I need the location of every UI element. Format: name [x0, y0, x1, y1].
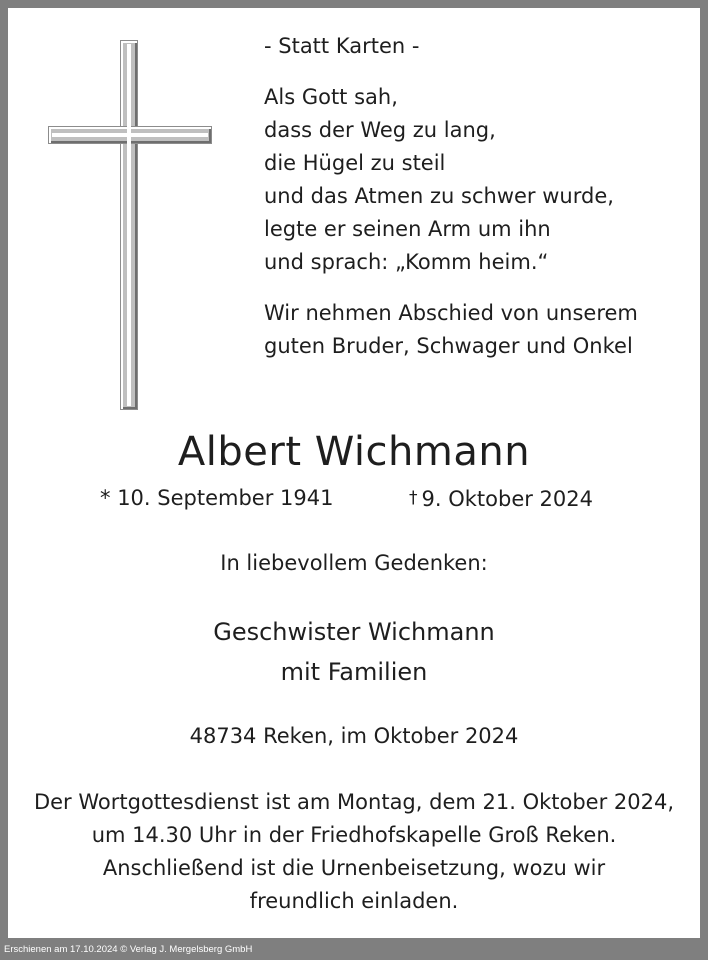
service-line: Anschließend ist die Urnenbeisetzung, wozu wir: [102, 856, 606, 880]
poem-line: legte er seinen Arm um ihn: [264, 217, 551, 241]
poem-block: [264, 30, 694, 363]
death-date-line: [409, 484, 593, 513]
death-cross-icon: †: [409, 488, 418, 508]
poem-line: die Hügel zu steil: [264, 151, 446, 175]
publication-footer: Erschienen am 17.10.2024 © Verlag J. Mergelsberg GmbH: [4, 944, 253, 955]
mourners-line: Geschwister Wichmann: [213, 618, 495, 646]
poem-line: Als Gott sah,: [264, 85, 398, 109]
cross-highlight-vertical: [127, 44, 131, 406]
poem-line: und das Atmen zu schwer wurde,: [264, 184, 614, 208]
mourners-line: mit Familien: [280, 658, 428, 686]
death-date: 9. Oktober 2024: [421, 487, 593, 511]
deceased-name: Albert Wichmann: [177, 429, 531, 475]
service-line: Der Wortgottesdienst ist am Montag, dem 21. Oktober 2024,: [33, 790, 675, 814]
obituary-card: [8, 8, 700, 938]
intro-line: Wir nehmen Abschied von unserem: [264, 301, 638, 325]
intro-line: guten Bruder, Schwager und Onkel: [264, 334, 633, 358]
remembrance-line: In liebevollem Gedenken:: [220, 551, 488, 575]
service-line: um 14.30 Uhr in der Friedhofskapelle Groß Reken.: [91, 823, 617, 847]
poem-line: und sprach: „Komm heim.“: [264, 250, 549, 274]
statt-karten-line: - Statt Karten -: [264, 34, 420, 58]
service-line: freundlich einladen.: [249, 889, 459, 913]
cross-icon: [48, 40, 212, 410]
poem-line: dass der Weg zu lang,: [264, 118, 496, 142]
cross-highlight-horizontal: [52, 133, 208, 137]
birth-date: 10. September 1941: [117, 486, 334, 510]
place-date-line: 48734 Reken, im Oktober 2024: [189, 724, 519, 748]
birth-symbol: *: [100, 486, 111, 510]
birth-date-line: [100, 484, 333, 512]
service-info-block: [8, 786, 700, 918]
mourners-block: [8, 612, 700, 692]
